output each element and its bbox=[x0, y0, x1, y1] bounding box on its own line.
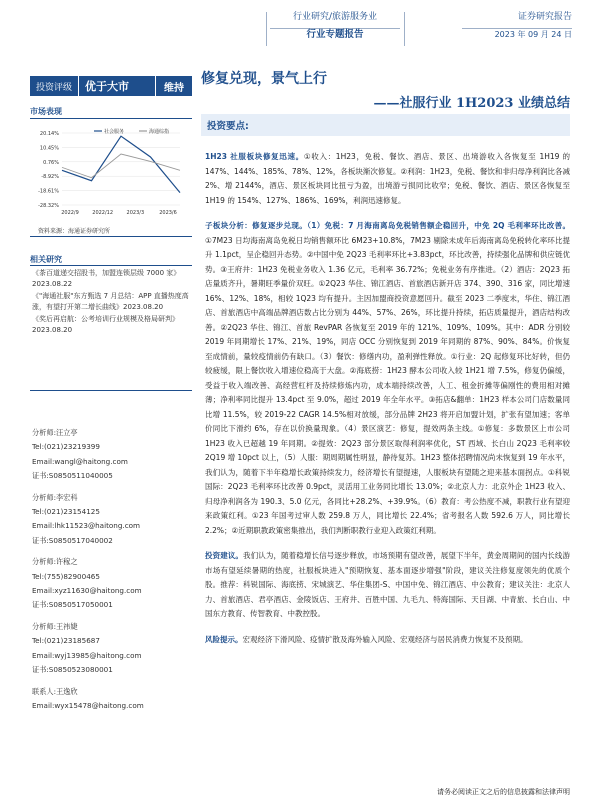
analyst-block bbox=[32, 620, 192, 678]
summary-body bbox=[205, 150, 570, 658]
paragraph-text: 宏观经济下滑风险、疫情扩散及海外输入风险、宏观经济与居民消费力恢复不及预期。 bbox=[242, 634, 528, 644]
y-tick-label: 20.14% bbox=[39, 131, 59, 137]
analyst-name: 分析师:许稼之 bbox=[32, 557, 78, 567]
footer-disclaimer: 请务必阅读正文之后的信息披露和法律声明 bbox=[437, 788, 570, 796]
analyst-block bbox=[32, 685, 192, 714]
related-heading: 相关研究 bbox=[30, 255, 62, 264]
rating-change: 维持 bbox=[164, 82, 184, 94]
related-item[interactable]: 《茶百道递交招股书，加盟连锁层级 7000 家》2023.08.22 bbox=[32, 269, 181, 288]
analyst-block bbox=[32, 555, 192, 613]
analyst-tel: Tel:(021)23219399 bbox=[32, 442, 100, 452]
report-topic: 行业专题报告 bbox=[306, 29, 364, 40]
summary-heading-bar bbox=[201, 114, 570, 136]
y-tick-label: -18.61% bbox=[38, 188, 59, 195]
summary-paragraph bbox=[205, 633, 570, 648]
analyst-tel: Tel:(021)23185687 bbox=[32, 636, 100, 646]
analyst-block bbox=[32, 426, 192, 484]
analyst-name: 分析师:李宏科 bbox=[32, 492, 78, 502]
header-right bbox=[452, 8, 572, 44]
analyst-email[interactable]: Email:lhk11523@haitong.com bbox=[32, 521, 141, 531]
report-category: 行业研究/旅游服务业 bbox=[292, 12, 378, 22]
summary-paragraph bbox=[205, 150, 570, 208]
analyst-email[interactable]: Email:wyj13985@haitong.com bbox=[32, 650, 142, 660]
section-rule bbox=[30, 118, 192, 119]
analyst-cert: 证书:S0850511040005 bbox=[32, 471, 113, 481]
section-rule bbox=[30, 390, 192, 391]
page-title: 修复兑现，景气上行 bbox=[201, 71, 327, 87]
analyst-cert: 证书:S0850517050001 bbox=[32, 600, 113, 610]
analyst-name: 分析师:王祎婕 bbox=[32, 621, 78, 631]
section-rule bbox=[30, 265, 192, 266]
legend-label: 海通综指 bbox=[149, 129, 170, 135]
market-chart-svg bbox=[30, 125, 190, 220]
page-subtitle: ——社服行业 1H2023 业绩总结 bbox=[373, 96, 570, 111]
legend-label: 社会服务 bbox=[104, 129, 125, 135]
summary-heading: 投资要点: bbox=[207, 121, 249, 132]
analyst-name: 联系人:王逸欣 bbox=[32, 686, 78, 696]
summary-paragraph bbox=[205, 549, 570, 622]
rating-bar bbox=[30, 76, 192, 96]
related-item[interactable]: 《奖后再启航：公考培训行业规模及格局研判》2023.08.20 bbox=[32, 315, 179, 334]
paragraph-text: 我们认为，随着稳增长信号逐步释放，市场预期有望改善，展望下半年，黄金周期间的国内长线游市场有望延续暑期的热度，社服板块进入"预期恢复、基本面逐步增强"阶段，建议关注修复度领先的优质个股。推荐：科锐国际、海底捞、宋城演艺、华住集团-S、中国中免、锦江酒店、中公教育；建议关注：北京人力、首旅酒店、君亭酒店、金陵饭店、王府井、百胜中国、九毛九、特海国际、天目湖、中青旅、长白山、中国东方教育、传智教育、中教控股。 bbox=[205, 551, 571, 618]
summary-paragraph bbox=[205, 219, 570, 538]
series-line-social-service bbox=[62, 136, 180, 192]
paragraph-text: ①7M23 日均海南离岛免税日均销售额环比 6M23+10.8%，7M23 剔除未成年后海南离岛免税转化率环比提升 1.1pct，呈企稳回升态势。②中国中免 2Q23 毛利率环比+3.83pct，环比改善，持续强化品牌和供应链优势。③王府井：1H23 免税业务收入 1.36 亿元，毛利率 36.72%；免税业务有序推进。（2）酒店：2Q23 拓店量质齐升，暑期旺季量价双旺。①2Q23 华住、锦江酒店、首旅酒店新开店 374、390、316 家，同比增速 16%、12%、18%，相较 1Q23 均有提升。主因加盟商投资意愿回升。截至 2023 二季度末，华住、锦江酒店、首旅酒店中高端品牌酒店数占比分别为 44%、57%、26%，环比提升持续，拓店质量提升，酒店结构改善。②2Q23 华住、锦江、首旅 RevPAR 各恢复至 2019 年的 121%、109%、109%。其中：ADR 分别较 2019 年同期增长 17%、21%、19%，同店 OCC 分别恢复到 2019 年同期的 87%、90%、84%。价恢复至成情前，量较疫情前仍有缺口。（3）餐饮：修缮内功，盈利弹性释放。①行业：2Q 起修复环比好转，但仍较疲缓，限上餐饮收入增速位稳高于大盘。②海底捞：1H23 酵本公司收入较 1H21 增 7.5%，修复仍偏缓，受益于收入端改善、高经营杠杆及持续修炼内功，成本端持续改善，人工、租金折摊等偏刚性的费用相对摊薄；净利率同比提升 13.4pct 至 9.0%，超过 2019 年全年水平。③拓店&翻单：1H23 样本公司门店数量同比增 11.5%，较 2019-22 CAGR 14.5%相对放缓，部分品牌 2H23 将开启加盟计划，扩张有望加速；客单价同比下滑约 6%，存在以价换量现象。（4）景区演艺：修复，提效两条主线。①修复：多数景区上市公司 1H23 收入已超越 19 年同期。②提效：2Q23 部分景区取得利润率优化，ST 西域、长白山 2Q23 毛利率较 2Q19 增 10pct 以上，（5）人服：期周期属性明显，静待复苏。1H23 整体招聘情况尚未恢复到 19 年水平，我们认为，随着下半年稳增长政策持续发力，经济增长有望提速，人服板块有望随之迎来基本面拐点。①科锐国际：2Q23 毛利率环比改善 0.9pct，灵活用工业务同比增长 13.0%；②北京人力：北京外企 1H23 收入、归母净利润各为 190.3、5.0 亿元，各同比+28.2%、+39.9%。（6）教育：考公热度不减，职教行业有望迎来政策红利。①23 年国考过审人数 259.8 万人，同比增长 22.4%；省考报名人数 592.6 万人，同比增长 2.2%；②近期职教政策密集推出，我们判断职教行业迎入政策红利期。 bbox=[205, 235, 570, 535]
market-heading: 市场表现 bbox=[30, 107, 62, 116]
y-tick-label: -8.92% bbox=[41, 174, 59, 181]
report-type: 证券研究报告 bbox=[517, 12, 572, 22]
paragraph-text: ①收入：1H23，免税、餐饮、酒店、景区、出境游收入各恢复至 1H19 的 147%、144%、185%、78%、12%，各板块渐次修复。②利润：1H23，免税、餐饮和非归母净利润比各减 2%、增 2144%，酒店、景区板块同比扭亏为盈，出境游亏损同比收窄；免税、餐饮、酒店、景区各恢复至 1H19 的 154%、127%、186%、169%，利润迅速修复。 bbox=[205, 152, 570, 205]
analyst-cert: 证书:S0850517040002 bbox=[32, 535, 113, 545]
x-tick-label: 2023/3 bbox=[126, 210, 145, 216]
x-tick-label: 2023/6 bbox=[159, 210, 177, 216]
related-item[interactable]: 《"海通社服"东方甄选 7 月总结：APP 直播热度高涨，有望打开第二增长曲线》2023.08.20 bbox=[32, 292, 189, 311]
analyst-email[interactable]: Email:wangl@haitong.com bbox=[32, 456, 128, 466]
section-rule bbox=[30, 236, 192, 237]
series-line-composite-index bbox=[62, 154, 180, 178]
y-tick-label: 0.76% bbox=[43, 159, 59, 166]
market-chart bbox=[30, 125, 190, 220]
analyst-email[interactable]: Email:wyx15478@haitong.com bbox=[32, 700, 144, 710]
page-header bbox=[30, 8, 590, 52]
x-tick-label: 2022/9 bbox=[61, 210, 79, 216]
chart-source: 资料来源：海通证券研究所 bbox=[38, 228, 111, 235]
x-tick-label: 2022/12 bbox=[92, 210, 114, 216]
y-tick-label: -28.32% bbox=[38, 203, 59, 209]
analyst-email[interactable]: Email:xyz11630@haitong.com bbox=[32, 586, 142, 596]
report-date: 2023 年 09 月 24 日 bbox=[494, 30, 572, 39]
paragraph-lead: 1H23 社服板块修复迅速。 bbox=[205, 152, 304, 161]
header-divider bbox=[266, 12, 267, 46]
header-divider bbox=[404, 12, 405, 46]
analyst-tel: Tel:(021)23154125 bbox=[32, 507, 100, 517]
analyst-tel: Tel:(755)82900465 bbox=[32, 571, 100, 581]
y-tick-label: 10.45% bbox=[39, 145, 59, 152]
analyst-list bbox=[32, 426, 192, 713]
header-left bbox=[270, 8, 400, 44]
analyst-name: 分析师:汪立亭 bbox=[32, 428, 78, 437]
paragraph-lead: 子板块分析：修复逐步兑现。（1）免税：7 月海南离岛免税销售额企稳回升，中免 2Q 毛利率环比改善。 bbox=[205, 221, 570, 230]
analyst-block bbox=[32, 491, 192, 549]
rating-label: 投资评级 bbox=[30, 76, 79, 96]
paragraph-lead: 风险提示。 bbox=[205, 634, 243, 644]
rating-value: 优于大市 bbox=[79, 76, 156, 96]
paragraph-lead: 投资建议。 bbox=[205, 551, 244, 560]
related-list bbox=[32, 268, 192, 337]
analyst-cert: 证书:S0850523080001 bbox=[32, 665, 113, 675]
